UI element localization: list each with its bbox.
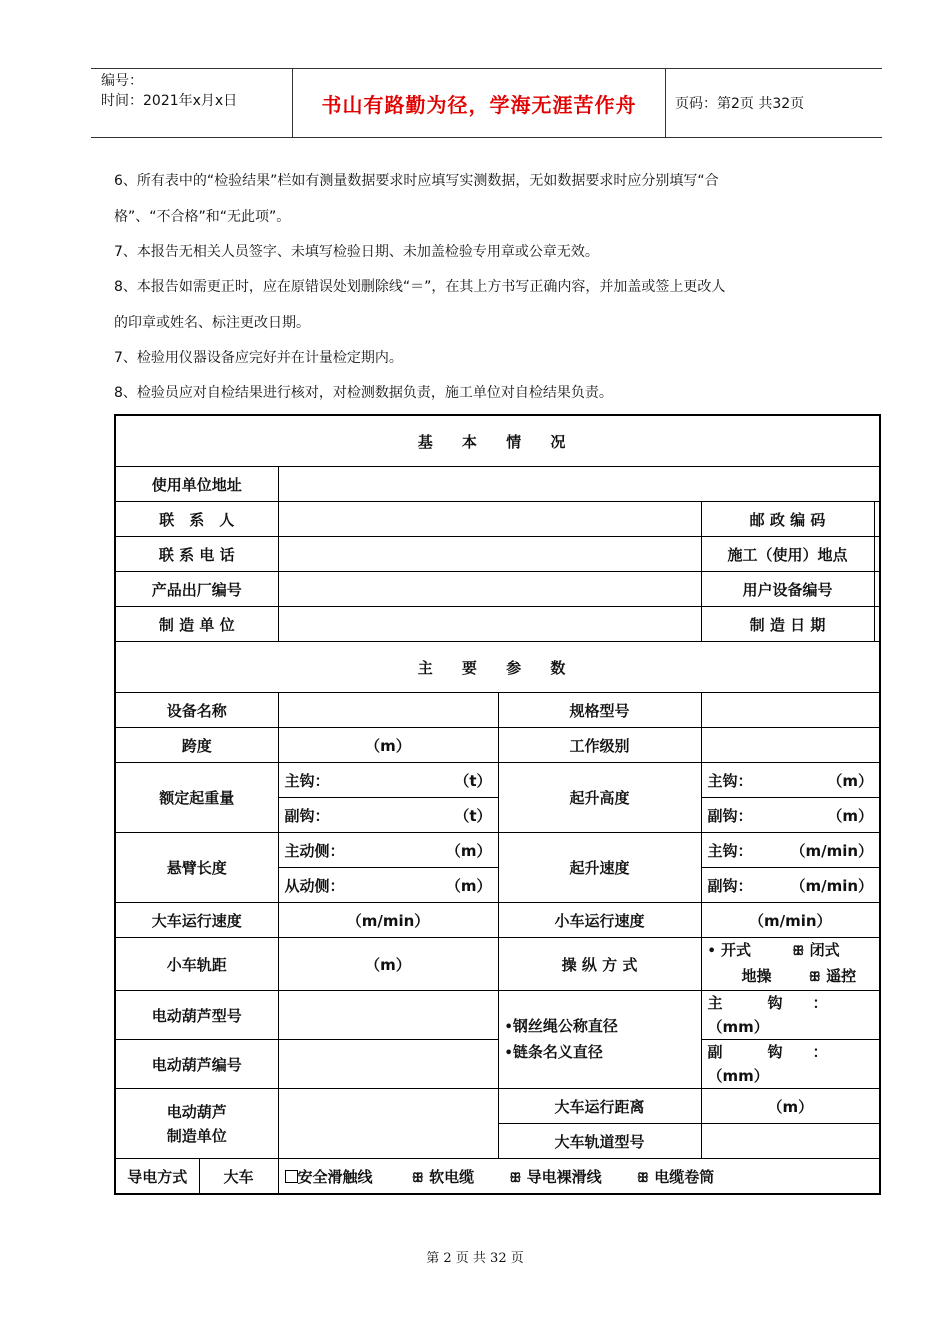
unit-label: （m/min） xyxy=(748,911,832,930)
address-field[interactable] xyxy=(278,467,880,502)
main-params-title: 主 要 参 数 xyxy=(115,642,880,693)
note-line: 8、本报告如需更正时，应在原错误处划删除线“＝”，在其上方书写正确内容，并加盖或签上更改人 xyxy=(114,279,726,295)
postcode-label: 邮 政 编 码 xyxy=(702,502,875,536)
note-line: 8、检验员应对自检结果进行核对，对检测数据负责，施工单位对自检结果负责。 xyxy=(114,385,613,401)
cart-distance-label: 大车运行距离 xyxy=(498,1089,701,1124)
operation-options xyxy=(701,938,880,991)
rope-main-label: 主 钩 ： xyxy=(707,994,828,1012)
user-no-field[interactable] xyxy=(701,572,880,607)
pw-bare-option[interactable]: 导电裸滑线 xyxy=(526,1167,602,1186)
unit-label: （m/min） xyxy=(790,876,874,895)
unit-label: （mm） xyxy=(707,1067,769,1085)
bullet-icon: • xyxy=(504,1045,513,1061)
site-field[interactable] xyxy=(701,537,880,572)
header-motto: 书山有路勤为径，学海无涯苦作舟 xyxy=(321,93,637,117)
cart-rail-field[interactable] xyxy=(701,1124,880,1159)
curl-icon: ꕥ xyxy=(792,944,805,959)
curl-icon: ꕥ xyxy=(411,1170,424,1186)
header-page-number: 页码：第2页 共32页 xyxy=(675,96,805,112)
aux-hook-label: 副钩： xyxy=(707,876,753,895)
chain-dia-label: 链条名义直径 xyxy=(512,1042,603,1061)
unit-label: （m） xyxy=(445,841,492,860)
cart-rail-label: 大车轨道型号 xyxy=(498,1124,701,1159)
pw-reel-option[interactable]: 电缆卷筒 xyxy=(654,1167,715,1186)
make-date-field[interactable] xyxy=(701,607,880,642)
hoist-maker-field[interactable] xyxy=(278,1089,498,1159)
contact-label: 联 系 人 xyxy=(115,502,278,537)
make-date-label: 制 造 日 期 xyxy=(702,607,875,641)
lift-speed-label: 起升速度 xyxy=(498,833,701,903)
note-line: 的印章或姓名、标注更改日期。 xyxy=(114,315,310,331)
rope-main-field[interactable] xyxy=(701,991,880,1040)
main-hook-label: 主钩： xyxy=(707,771,753,790)
lift-speed-main-field[interactable] xyxy=(701,833,880,868)
unit-label: （m） xyxy=(767,1097,814,1116)
phone-field[interactable] xyxy=(278,537,701,572)
pw-safe-option[interactable]: 安全滑触线 xyxy=(297,1167,373,1186)
power-mode-label: 导电方式 xyxy=(115,1159,199,1195)
span-unit: （m） xyxy=(365,736,411,755)
trolley-speed-field[interactable] xyxy=(701,903,880,938)
driven-side-label: 从动侧： xyxy=(284,876,345,895)
bullet-icon: • xyxy=(707,944,716,959)
cart-speed-field[interactable] xyxy=(278,903,498,938)
hoist-maker-line1: 电动葫芦 xyxy=(166,1102,227,1121)
model-label: 规格型号 xyxy=(498,693,701,728)
hoist-maker-label xyxy=(115,1089,278,1159)
rope-aux-label: 副 钩 ： xyxy=(707,1043,828,1061)
unit-label: （m） xyxy=(827,771,874,790)
aux-hook-label: 副钩： xyxy=(707,806,753,825)
postcode-field[interactable] xyxy=(701,502,880,537)
inspection-form xyxy=(114,414,881,1195)
cantilever-driven-field[interactable] xyxy=(278,868,498,903)
hoist-model-label: 电动葫芦型号 xyxy=(115,991,278,1040)
hoist-no-field[interactable] xyxy=(278,1040,498,1089)
span-label: 跨度 xyxy=(115,728,278,763)
rope-dia-label: 钢丝绳公称直径 xyxy=(512,1016,618,1035)
time-label: 时间：2021年x月x日 xyxy=(101,93,238,109)
trolley-gauge-label: 小车轨距 xyxy=(115,938,278,991)
checkbox-icon[interactable] xyxy=(285,1170,298,1183)
note-line: 格”、“不合格”和“无此项”。 xyxy=(114,209,291,225)
header-divider xyxy=(665,69,666,137)
device-name-field[interactable] xyxy=(278,693,498,728)
note-line: 6、所有表中的“检验结果”栏如有测量数据要求时应填写实测数据，无如数据要求时应分别填写“合 xyxy=(114,173,719,189)
power-options xyxy=(278,1159,880,1195)
op-remote-option[interactable]: 遥控 xyxy=(826,967,857,985)
rope-aux-field[interactable] xyxy=(701,1040,880,1089)
op-open-option[interactable]: 开式 xyxy=(721,941,752,959)
span-field[interactable] xyxy=(278,728,498,763)
cantilever-drive-field[interactable] xyxy=(278,833,498,868)
lift-height-main-field[interactable] xyxy=(701,763,880,798)
lift-height-aux-field[interactable] xyxy=(701,798,880,833)
op-ground-option[interactable]: 地操 xyxy=(741,967,772,985)
rated-load-aux-field[interactable] xyxy=(278,798,498,833)
unit-label: （t） xyxy=(454,771,492,790)
cart-speed-label: 大车运行速度 xyxy=(115,903,278,938)
bullet-icon: • xyxy=(504,1019,513,1035)
cantilever-label: 悬臂长度 xyxy=(115,833,278,903)
trolley-gauge-field[interactable] xyxy=(278,938,498,991)
drive-side-label: 主动侧： xyxy=(284,841,345,860)
page-footer: 第 2 页 共 32 页 xyxy=(426,1251,524,1266)
unit-label: （m） xyxy=(445,876,492,895)
hoist-no-label: 电动葫芦编号 xyxy=(115,1040,278,1089)
cart-label: 大车 xyxy=(199,1159,278,1195)
factory-no-field[interactable] xyxy=(278,572,701,607)
unit-label: （m） xyxy=(827,806,874,825)
page-header xyxy=(91,68,882,138)
main-hook-label: 主钩： xyxy=(284,771,330,790)
user-no-label: 用户设备编号 xyxy=(702,572,875,606)
note-line: 7、本报告无相关人员签字、未填写检验日期、未加盖检验专用章或公章无效。 xyxy=(114,244,599,260)
model-field[interactable] xyxy=(701,693,880,728)
lift-speed-aux-field[interactable] xyxy=(701,868,880,903)
work-level-label: 工作级别 xyxy=(498,728,701,763)
address-label: 使用单位地址 xyxy=(115,467,278,502)
basic-info-title: 基 本 情 况 xyxy=(115,415,880,467)
curl-icon: ꕥ xyxy=(509,1170,522,1186)
curl-icon: ꕥ xyxy=(808,970,821,985)
unit-label: （m/min） xyxy=(790,841,874,860)
device-name-label: 设备名称 xyxy=(115,693,278,728)
op-closed-option[interactable]: 闭式 xyxy=(809,941,840,959)
site-label: 施工（使用）地点 xyxy=(702,537,875,571)
hoist-model-field[interactable] xyxy=(278,991,498,1040)
maker-field[interactable] xyxy=(278,607,701,642)
number-label: 编号： xyxy=(101,73,143,89)
cart-distance-field[interactable] xyxy=(701,1089,880,1124)
trolley-speed-label: 小车运行速度 xyxy=(498,903,701,938)
lift-height-label: 起升高度 xyxy=(498,763,701,833)
aux-hook-label: 副钩： xyxy=(284,806,330,825)
rated-load-label: 额定起重量 xyxy=(115,763,278,833)
unit-label: （mm） xyxy=(707,1018,769,1036)
hoist-maker-line2: 制造单位 xyxy=(166,1126,227,1145)
main-hook-label: 主钩： xyxy=(707,841,753,860)
maker-label: 制 造 单 位 xyxy=(115,607,278,642)
curl-icon: ꕥ xyxy=(636,1170,649,1186)
unit-label: （t） xyxy=(454,806,492,825)
unit-label: （m/min） xyxy=(346,911,430,930)
rated-load-main-field[interactable] xyxy=(278,763,498,798)
operation-label: 操 纵 方 式 xyxy=(498,938,701,991)
factory-no-label: 产品出厂编号 xyxy=(115,572,278,607)
header-meta xyxy=(101,71,237,111)
note-line: 7、检验用仪器设备应完好并在计量检定期内。 xyxy=(114,350,403,366)
pw-soft-option[interactable]: 软电缆 xyxy=(429,1167,475,1186)
rope-chain-label xyxy=(498,991,701,1089)
phone-label: 联 系 电 话 xyxy=(115,537,278,572)
work-level-field[interactable] xyxy=(701,728,880,763)
unit-label: （m） xyxy=(365,955,411,974)
contact-field[interactable] xyxy=(278,502,701,537)
